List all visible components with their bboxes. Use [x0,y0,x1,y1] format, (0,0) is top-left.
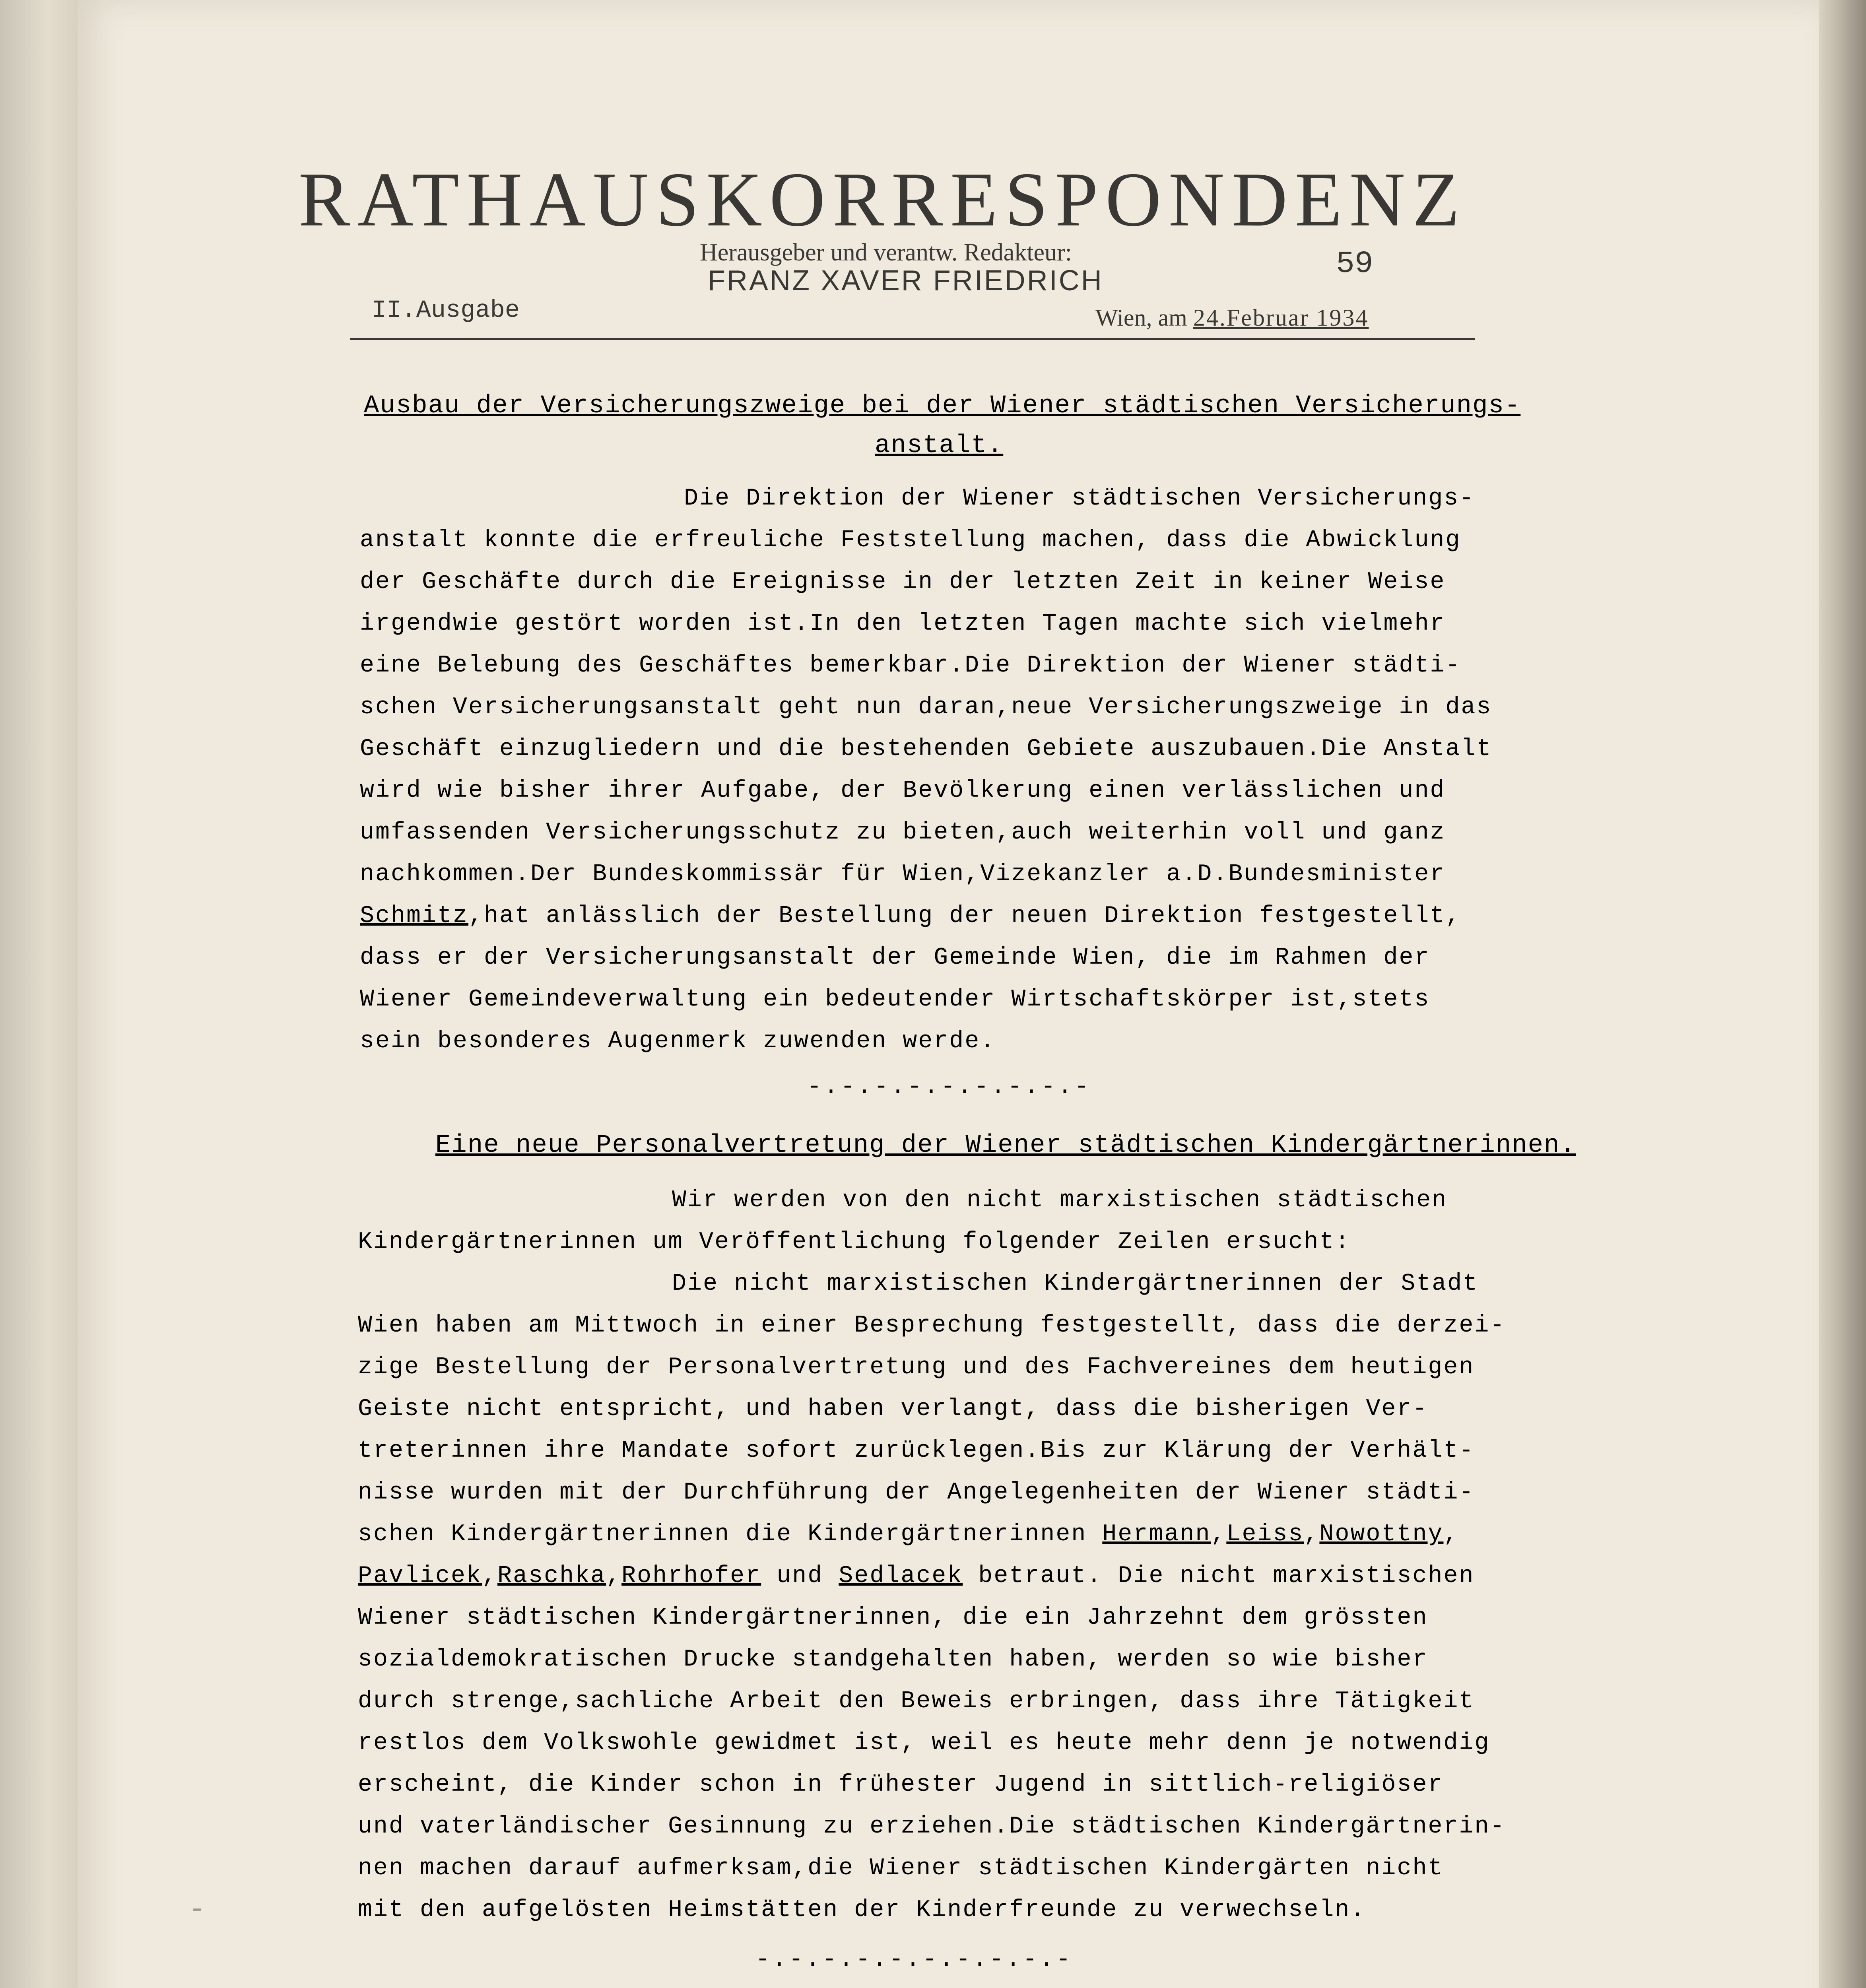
article2-title: Eine neue Personalvertretung der Wiener städtischen Kindergärtnerinnen. [435,1131,1576,1160]
article2-line-rest: betraut. Die nicht marxistischen [963,1563,1475,1590]
article2-line: sozialdemokratischen Drucke standgehalten haben, werden so wie bisher [358,1646,1428,1673]
article2-line: Geiste nicht entspricht, und haben verlangt, dass die bisherigen Ver- [358,1396,1428,1423]
dateline [1095,304,1473,332]
margin-mark [193,1908,201,1911]
name-pavlicek: Pavlicek [358,1563,482,1590]
article1-line: Wiener Gemeindeverwaltung ein bedeutender Wirtschaftskörper ist,stets [360,986,1430,1013]
article2-line: erscheint, die Kinder schon in frühester Jugend in sittlich-religiöser [358,1771,1444,1798]
article2-line-and: und [761,1563,839,1590]
name-rohrhofer: Rohrhofer [621,1563,761,1590]
name-leiss: Leiss [1226,1521,1304,1548]
article1-line: nachkommen.Der Bundeskommissär für Wien,Vizekanzler a.D.Bundesminister [360,861,1446,888]
article2-separator: -.-.-.-.-.-.-.-.-.- [755,1946,1073,1973]
masthead-rule [350,338,1475,340]
article1-separator: -.-.-.-.-.-.-.-.- [807,1074,1091,1101]
article1-line: anstalt konnte die erfreuliche Feststellung machen, dass die Abwicklung [360,527,1461,554]
name-schmitz: Schmitz [360,903,469,930]
article1-line: wird wie bisher ihrer Aufgabe, der Bevölkerung einen verlässlichen und [360,777,1446,804]
article2-line-names: Pavlicek,Raschka,Rohrhofer und Sedlacek betraut. Die nicht marxistischen [358,1563,1475,1590]
article1-line: eine Belebung des Geschäftes bemerkbar.Die Direktion der Wiener städti- [360,652,1461,679]
article1-line-schmitz [360,903,1461,930]
masthead-title: RATHAUSKORRESPONDENZ [298,157,1467,243]
name-hermann: Hermann [1102,1521,1211,1548]
article1-line: dass er der Versicherungsanstalt der Gemeinde Wien, die im Rahmen der [360,944,1430,971]
date-prefix: Wien, am [1095,305,1187,331]
article2-line-text: schen Kindergärtnerinnen die Kindergärtnerinnen [358,1521,1103,1548]
article1-line: sein besonderes Augenmerk zuwenden werde. [360,1028,996,1055]
article2-line: treterinnen ihre Mandate sofort zurücklegen.Bis zur Klärung der Verhält- [358,1437,1475,1464]
article2-line: restlos dem Volkswohle gewidmet ist, weil es heute mehr denn je notwendig [358,1730,1490,1757]
scan-left-page-edge [0,0,80,1988]
article2-line: mit den aufgelösten Heimstätten der Kinderfreunde zu verwechseln. [358,1897,1366,1924]
article2-line: nen machen darauf aufmerksam,die Wiener städtischen Kindergärten nicht [358,1855,1444,1882]
article2-line: Wir werden von den nicht marxistischen städtischen [672,1187,1448,1214]
article1-line: irgendwie gestört worden ist.In den letzten Tagen machte sich vielmehr [360,610,1446,637]
article1-line: Die Direktion der Wiener städtischen Versicherungs- [684,485,1475,512]
publisher-label: Herausgeber und verantw. Redakteur: [700,239,1072,266]
name-sedlacek: Sedlacek [839,1563,963,1590]
article2-line: Wiener städtischen Kindergärtnerinnen, die ein Jahrzehnt dem grössten [358,1604,1428,1631]
article1-line: Geschäft einzugliedern und die bestehenden Gebiete auszubauen.Die Anstalt [360,736,1492,763]
page-number: 59 [1336,247,1373,282]
article2-line: und vaterländischer Gesinnung zu erziehen.Die städtischen Kindergärtnerin- [358,1813,1506,1840]
article1-title-line2: anstalt. [875,431,1004,460]
editor-name: FRANZ XAVER FRIEDRICH [708,265,1103,297]
scan-right-page-edge [1819,0,1866,1988]
article2-line: zige Bestellung der Personalvertretung und des Fachvereines dem heutigen [358,1354,1475,1381]
article1-line-rest: ,hat anlässlich der Bestellung der neuen Direktion festgestellt, [468,903,1461,930]
date-value: 24.Februar 1934 [1193,305,1369,331]
article2-line: durch strenge,sachliche Arbeit den Beweis erbringen, dass ihre Tätigkeit [358,1688,1475,1715]
article2-line: Die nicht marxistischen Kindergärtnerinnen der Stadt [672,1270,1479,1297]
article1-line: umfassenden Versicherungsschutz zu bieten,auch weiterhin voll und ganz [360,819,1446,846]
name-nowottny: Nowottny [1319,1521,1444,1548]
article1-line: schen Versicherungsanstalt geht nun daran,neue Versicherungszweige in das [360,694,1492,721]
article1-line: der Geschäfte durch die Ereignisse in der letzten Zeit in keiner Weise [360,569,1446,596]
name-raschka: Raschka [497,1563,606,1590]
article1-title-line1: Ausbau der Versicherungszweige bei der Wiener städtischen Versicherungs- [364,392,1521,420]
article2-line-names: schen Kindergärtnerinnen die Kindergärtnerinnen Hermann,Leiss,Nowottny, [358,1521,1459,1548]
article2-line: Kindergärtnerinnen um Veröffentlichung folgender Zeilen ersucht: [358,1229,1351,1256]
edition-label: II.Ausgabe [372,296,520,324]
article2-line: Wien haben am Mittwoch in einer Besprechung festgestellt, dass die derzei- [358,1312,1506,1339]
article2-line: nisse wurden mit der Durchführung der Angelegenheiten der Wiener städti- [358,1479,1475,1506]
